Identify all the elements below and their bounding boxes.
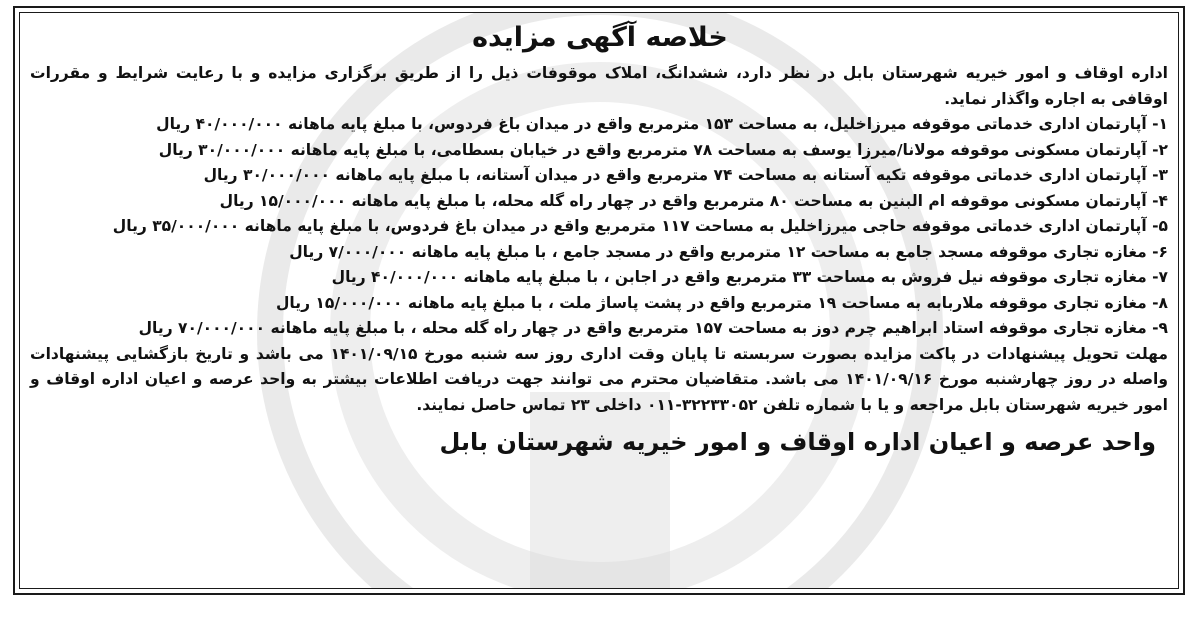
auction-item-7: ۷- مغازه تجاری موقوفه نیل فروش به مساحت ۳۳ مترمربع واقع در اجابن ، با مبلغ پایه ماهانه ۴۰/۰۰۰/۰۰۰ ریال [331,268,1168,286]
issuing-unit-signature: واحد عرصه و اعیان اداره اوقاف و امور خیریه شهرستان بابل [439,428,1156,456]
notice-intro: اداره اوقاف و امور خیریه شهرستان بابل در نظر دارد، ششدانگ، املاک موقوفات ذیل را از طریق برگزاری مزایده و با رعایت شرایط و مقررات اوقافی به اجاره واگذار نماید. [30,64,1168,108]
auction-item-3: ۳- آپارتمان اداری خدماتی موقوفه تکیه آستانه به مساحت ۷۴ مترمربع واقع در میدان آستانه، با مبلغ پایه ماهانه ۳۰/۰۰۰/۰۰۰ ریال [203,166,1168,184]
auction-item-9: ۹- مغازه تجاری موقوفه استاد ابراهیم چرم دوز به مساحت ۱۵۷ مترمربع واقع در چهار راه گله محله ، با مبلغ پایه ماهانه ۷۰/۰۰۰/۰۰۰ ریال [138,319,1168,337]
notice-title: خلاصه آگهی مزایده [472,22,728,53]
auction-item-2: ۲- آپارتمان مسکونی موقوفه مولانا/میرزا یوسف به مساحت ۷۸ مترمربع واقع در خیابان بسطامی، با مبلغ پایه ماهانه ۳۰/۰۰۰/۰۰۰ ریال [158,140,1168,159]
auction-item-8: ۸- مغازه تجاری موقوفه ملاربابه به مساحت ۱۹ مترمربع واقع در پشت پاساژ ملت ، با مبلغ پایه ماهانه ۱۵/۰۰۰/۰۰۰ ریال [275,293,1168,312]
submission-deadline: مهلت تحویل پیشنهادات در پاکت مزایده بصورت سربسته تا پایان وقت اداری روز سه شنبه مورخ ۱۴۰۱/۰۹/۱۵ می باشد و تاریخ بازگشایی پیشنهادات واصله در روز چهارشنبه مورخ ۱۴۰۱/۰۹/۱۶ می باشد. متقاضیان محترم می توانند جهت دریافت اطلاعات بیشتر به واحد عرصه و اعیان اداره اوقاف و امور خیریه شهرستان بابل مراجعه و یا با شماره تلفن ۳۲۲۳۳۰۵۲-۰۱۱ داخلی ۲۳ تماس حاصل نمایند. [30,344,1168,414]
auction-item-1: ۱- آپارتمان اداری خدماتی موقوفه میرزاخلیل، به مساحت ۱۵۳ مترمربع واقع در میدان باغ فردوس، با مبلغ پایه ماهانه ۴۰/۰۰۰/۰۰۰ ریال [156,115,1168,133]
auction-item-4: ۴- آپارتمان مسکونی موقوفه ام البنین به مساحت ۸۰ مترمربع واقع در چهار راه گله محله، با مبلغ پایه ماهانه ۱۵/۰۰۰/۰۰۰ ریال [219,191,1168,210]
auction-item-5: ۵- آپارتمان اداری خدماتی موقوفه حاجی میرزاخلیل به مساحت ۱۱۷ مترمربع واقع در میدان باغ فردوس، با مبلغ پایه ماهانه ۳۵/۰۰۰/۰۰۰ ریال [112,217,1168,235]
auction-item-6: ۶- مغازه تجاری موقوفه مسجد جامع به مساحت ۱۲ مترمربع واقع در مسجد جامع ، با مبلغ پایه ماهانه ۷/۰۰۰/۰۰۰ ریال [289,242,1168,261]
notice-content [30,18,1170,456]
